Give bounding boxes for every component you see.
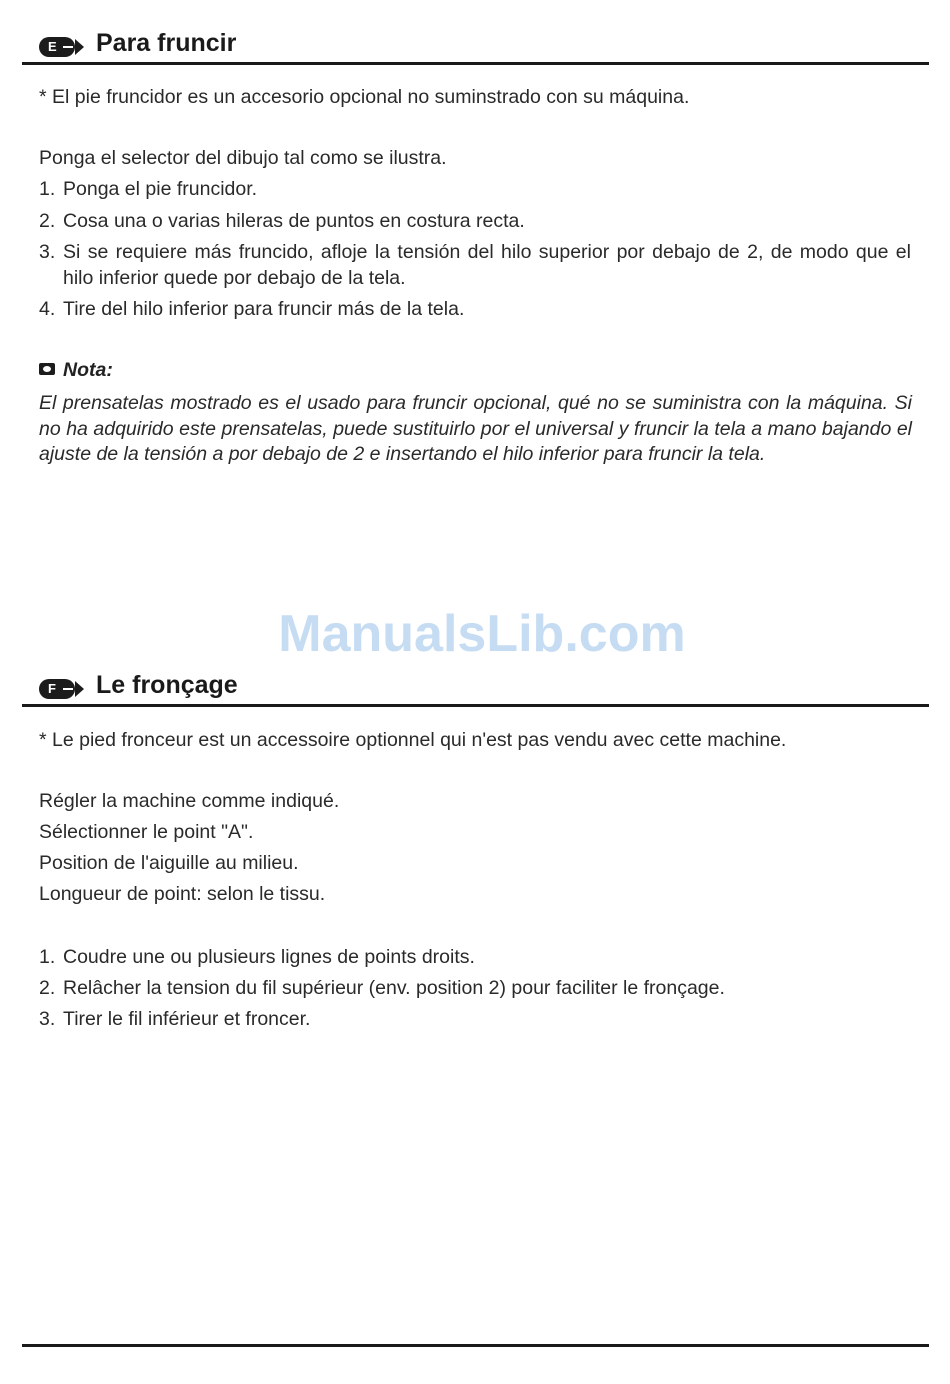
accessory-note-es: * El pie fruncidor es un accesorio opcional no suminstrado con su máquina. <box>39 86 690 108</box>
section-header-es <box>22 25 929 65</box>
intro-text-es: Ponga el selector del dibujo tal como se ilustra. <box>39 147 447 169</box>
list-item: 1. Coudre une ou plusieurs lignes de points droits. <box>39 946 475 968</box>
section-title-es: Para fruncir <box>96 29 237 57</box>
setting-line: Longueur de point: selon le tissu. <box>39 883 326 905</box>
list-item: 3. Si se requiere más fruncido, afloje la tensión del hilo superior por debajo de 2, de modo que el hilo inferior quede por debajo de la tela. <box>39 241 911 289</box>
header-rule <box>22 704 929 707</box>
list-item: 2. Relâcher la tension du fil supérieur (env. position 2) pour faciliter le fronçage. <box>39 977 725 999</box>
accessory-note-fr: * Le pied fronceur est un accessoire optionnel qui n'est pas vendu avec cette machine. <box>39 729 787 751</box>
language-badge-fr: F <box>39 679 75 699</box>
section-title-fr: Le fronçage <box>96 671 238 699</box>
list-item: 1. Ponga el pie fruncidor. <box>39 178 258 200</box>
footer-rule <box>22 1344 929 1347</box>
setting-line: Sélectionner le point "A". <box>39 821 254 843</box>
list-item: 3. Tirer le fil inférieur et froncer. <box>39 1008 311 1030</box>
nota-text: El prensatelas mostrado es el usado para fruncir opcional, qué no se suministra con la máquina. Si no ha adquirido este prensatelas, puede sustituirlo por el universal y fruncir la tela a mano bajando el ajuste de la tensión a por debajo de 2 e insertando el hilo inferior para fruncir la tela. <box>39 392 912 465</box>
language-badge-es: E <box>39 37 75 57</box>
setting-line: Régler la machine comme indiqué. <box>39 790 340 812</box>
setting-line: Position de l'aiguille au milieu. <box>39 852 299 874</box>
list-item: 4. Tire del hilo inferior para fruncir más de la tela. <box>39 298 465 320</box>
header-rule <box>22 62 929 65</box>
nota-heading: Nota: <box>39 359 113 382</box>
list-item: 2. Cosa una o varias hileras de puntos en costura recta. <box>39 210 525 232</box>
note-icon <box>39 363 55 375</box>
section-header-fr <box>22 667 929 707</box>
watermark: ManualsLib.com <box>278 605 686 663</box>
